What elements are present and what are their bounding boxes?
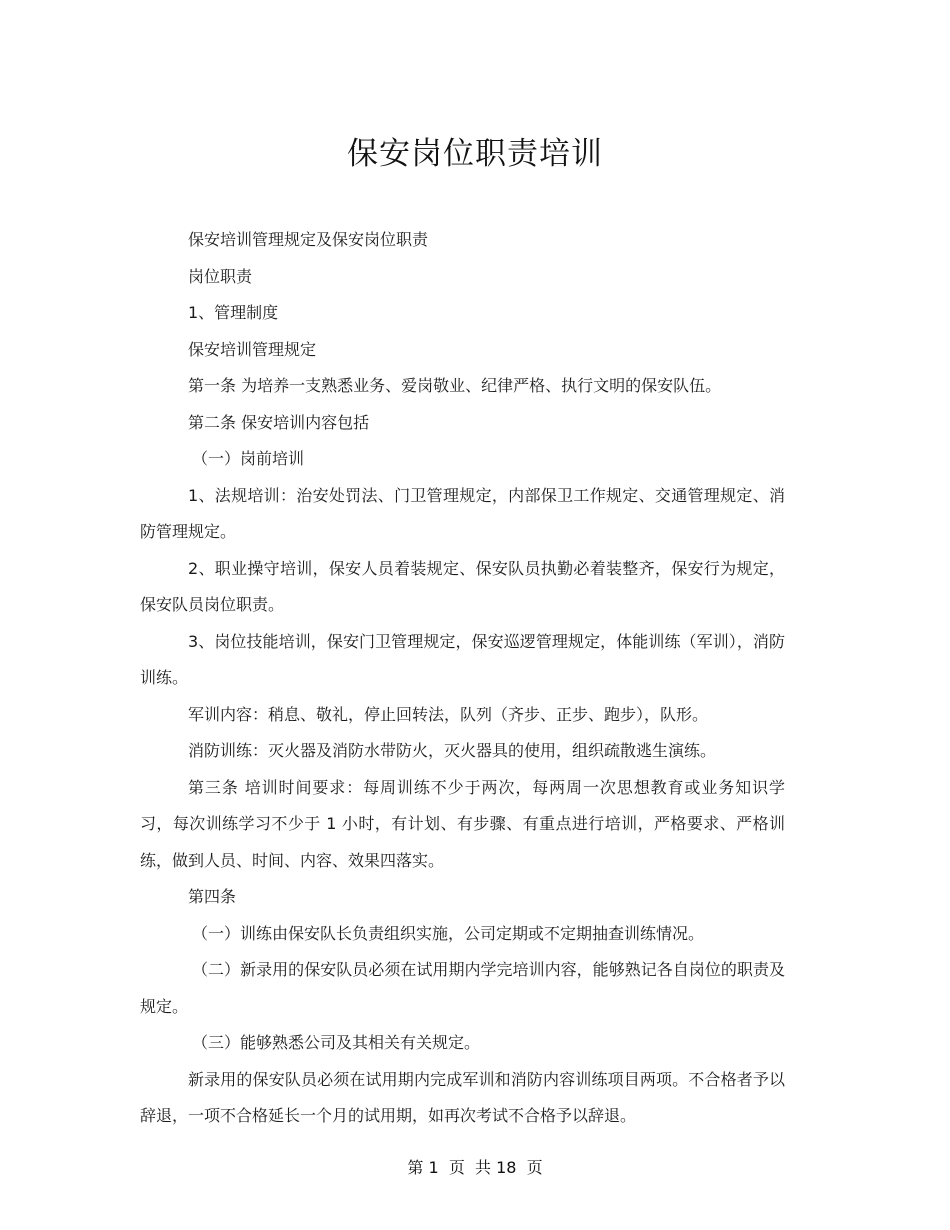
- paragraph: 第二条 保安培训内容包括: [188, 412, 370, 432]
- paragraph: 保安培训管理规定及保安岗位职责: [188, 230, 429, 249]
- document-title: 保安岗位职责培训: [347, 136, 603, 172]
- paragraph: （二）新录用的保安队员必须在试用期内学完培训内容，能够熟记各自岗位的职责及规定。: [140, 960, 785, 1016]
- page-number-footer: 第 1 页 共 18 页: [407, 1158, 543, 1177]
- paragraph: 第四条: [188, 887, 237, 906]
- paragraph: （三）能够熟悉公司及其相关有关规定。: [192, 1033, 481, 1052]
- paragraph: 第三条 培训时间要求：每周训练不少于两次，每两周一次思想教育或业务知识学习，每次训练学习不少于 1 小时，有计划、有步骤、有重点进行培训，严格要求、严格训练，做到人员、时间、内容、效果四落实。: [140, 777, 785, 870]
- paragraph: 保安培训管理规定: [188, 339, 317, 359]
- paragraph: （一）岗前培训: [192, 449, 305, 468]
- paragraph: 1、管理制度: [188, 303, 279, 322]
- paragraph: （一）训练由保安队长负责组织实施，公司定期或不定期抽查训练情况。: [192, 923, 705, 943]
- paragraph: 岗位职责: [188, 266, 253, 286]
- paragraph: 3、岗位技能培训，保安门卫管理规定，保安巡逻管理规定，体能训练（军训），消防训练。: [140, 631, 785, 687]
- paragraph: 第一条 为培养一支熟悉业务、爱岗敬业、纪律严格、执行文明的保安队伍。: [188, 376, 722, 395]
- paragraph: 新录用的保安队员必须在试用期内完成军训和消防内容训练项目两项。不合格者予以辞退，一项不合格延长一个月的试用期，如再次考试不合格予以辞退。: [140, 1069, 785, 1125]
- document-body: [140, 222, 785, 1135]
- paragraph: 1、法规培训：治安处罚法、门卫管理规定，内部保卫工作规定、交通管理规定、消防管理规定。: [140, 485, 785, 541]
- paragraph: 消防训练：灭火器及消防水带防火，灭火器具的使用，组织疏散逃生演练。: [188, 741, 717, 760]
- paragraph: 军训内容：稍息、敬礼，停止回转法，队列（齐步、正步、跑步），队形。: [188, 704, 709, 724]
- paragraph: 2、职业操守培训，保安人员着装规定、保安队员执勤必着装整齐，保安行为规定，保安队员岗位职责。: [140, 558, 785, 614]
